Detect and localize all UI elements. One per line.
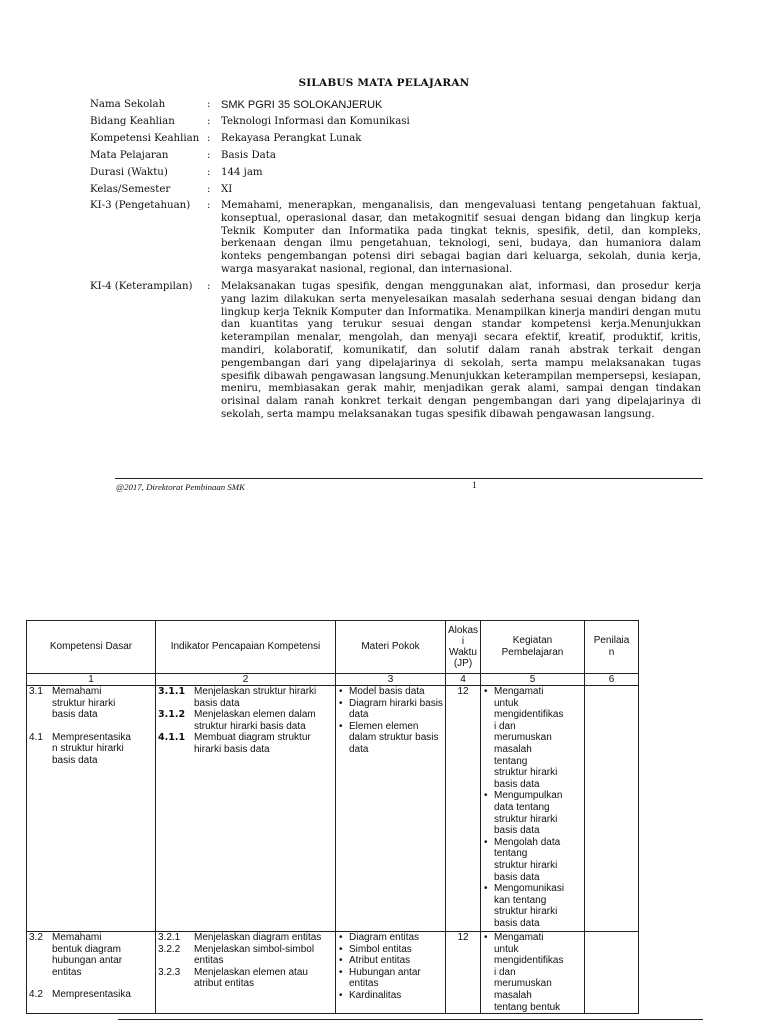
info-value: Teknologi Informasi dan Komunikasi xyxy=(221,116,410,127)
info-value: 144 jam xyxy=(221,167,263,178)
indikator-text: Menjelaskan elemen atau atribut entitas xyxy=(194,966,308,990)
kd-text xyxy=(52,932,122,978)
kegiatan-line: struktur hirarki xyxy=(494,767,558,779)
indikator-number: 3.2.2 xyxy=(158,943,181,955)
kegiatan-line: • Mengamati xyxy=(494,932,544,943)
table-row xyxy=(27,686,639,932)
kegiatan-line: struktur hirarki xyxy=(494,859,558,871)
info-colon: : xyxy=(207,133,211,144)
kd-line: basis data xyxy=(52,709,98,721)
info-value: Rekayasa Perangkat Lunak xyxy=(221,133,362,144)
info-colon: : xyxy=(207,281,211,292)
info-colon: : xyxy=(207,116,211,127)
info-colon: : xyxy=(207,167,211,178)
info-label: Kelas/Semester xyxy=(90,184,171,195)
kegiatan-line: basis data xyxy=(494,778,540,790)
indikator-item xyxy=(158,686,333,709)
materi-item: • Diagram entitas xyxy=(349,932,443,944)
materi-item: • Simbol entitas xyxy=(349,944,443,956)
kegiatan-line: • Mengamati xyxy=(494,686,544,697)
footer-credit: @2017, Direktorat Pembinaan SMK xyxy=(116,482,245,492)
kegiatan-line: basis data xyxy=(494,825,540,837)
column-number: 3 xyxy=(336,674,446,686)
kd-line: Memahami xyxy=(52,686,102,697)
materi-item: • Kardinalitas xyxy=(349,990,443,1002)
page2-footer-rule xyxy=(118,1019,703,1020)
cell-penilaian xyxy=(585,932,639,1014)
header-materi-pokok: Materi Pokok xyxy=(336,621,446,674)
header-alokasi-waktu xyxy=(446,621,481,674)
materi-list xyxy=(338,932,443,1002)
indikator-number: 4.1.1 xyxy=(158,732,186,744)
spacer xyxy=(29,978,153,989)
column-number: 5 xyxy=(481,674,585,686)
column-number: 4 xyxy=(446,674,481,686)
header-line: Alokas xyxy=(447,625,478,636)
kegiatan-line: basis data xyxy=(494,917,540,929)
info-colon: : xyxy=(207,150,211,161)
kegiatan-line: kan tentang xyxy=(494,894,547,906)
info-label: Nama Sekolah xyxy=(90,99,166,110)
column-number: 6 xyxy=(585,674,639,686)
kegiatan-line: masalah xyxy=(494,989,532,1001)
info-colon: : xyxy=(207,200,211,211)
kegiatan-line: data tentang xyxy=(494,801,550,813)
kegiatan-line: merumuskan xyxy=(494,732,552,744)
indikator-text: Menjelaskan struktur hirarki basis data xyxy=(194,686,317,709)
kegiatan-line: tentang bentuk xyxy=(494,1001,561,1013)
kd-line: bentuk diagram xyxy=(52,943,121,955)
info-label: KI-4 (Keterampilan) xyxy=(90,281,193,292)
kd-line: Mempresentasika xyxy=(52,731,131,743)
kd-line: n struktur hirarki xyxy=(52,743,124,755)
indikator-item xyxy=(158,709,333,732)
kegiatan-line: basis data xyxy=(494,871,540,883)
kd-line: struktur hirarki xyxy=(52,697,116,709)
kegiatan-item xyxy=(494,837,582,883)
kd-item xyxy=(29,989,153,1001)
kegiatan-item xyxy=(494,932,582,1013)
kegiatan-line: merumuskan xyxy=(494,978,552,990)
kegiatan-line: masalah xyxy=(494,743,532,755)
indikator-item xyxy=(158,967,333,990)
kd-line: entitas xyxy=(52,966,82,978)
syllabus-table xyxy=(26,620,639,1014)
indikator-text: Menjelaskan simbol-simbol entitas xyxy=(194,943,315,967)
kd-item xyxy=(29,686,153,721)
header-line: Penilaia xyxy=(593,635,630,647)
kegiatan-line: untuk xyxy=(494,697,519,709)
column-number: 1 xyxy=(27,674,156,686)
indikator-number: 3.2.1 xyxy=(158,932,181,943)
info-value: Basis Data xyxy=(221,150,276,161)
kegiatan-line: struktur hirarki xyxy=(494,906,558,918)
materi-item: • Hubungan antar entitas xyxy=(349,967,443,990)
cell-materi xyxy=(336,686,446,932)
indikator-item xyxy=(158,732,333,755)
kd-number: 4.1 xyxy=(29,731,43,743)
indikator-item xyxy=(158,944,333,967)
info-value: XI xyxy=(221,184,233,195)
table-row xyxy=(27,932,639,1014)
kd-line: Mempresentasika xyxy=(52,989,131,1001)
info-label: Kompetensi Keahlian xyxy=(90,133,200,144)
indikator-number: 3.1.2 xyxy=(158,709,186,721)
materi-item: • Diagram hirarki basis data xyxy=(349,698,443,721)
footer-rule xyxy=(115,478,703,479)
info-value: Melaksanakan tugas spesifik, dengan menggunakan alat, informasi, dan prosedur kerja yang lazim dilakukan serta menyelesaikan masalah sederhana sesuai dengan bidang dan lingkup kerja Teknik Komputer dan Informatika. Menampilkan kinerja mandiri dengan mutu dan kuantitas yang terukur sesuai dengan standar kompetensi kerja.Menunjukkan keterampilan menalar, mengolah, dan menyaji secara efektif, kreatif, produktif, kritis, mandiri, kolaboratif, komunikatif, dan solutif dalam ranah abstrak terkait dengan pengembangan dari yang dipelajarinya di sekolah, serta mampu melaksanakan tugas spesifik dibawah pengawasan langsung.Menunjukkan keterampilan mempersepsi, kesiapan, meniru, membiasakan gerak mahir, menjadikan gerak alami, sampai dengan tindakan orisinal dalam ranah konkret terkait dengan pengembangan dari yang dipelajarinya di sekolah, serta mampu melaksanakan tugas spesifik dibawah pengawasan langsung. xyxy=(221,281,701,420)
kegiatan-line: i dan xyxy=(494,966,516,978)
kd-item xyxy=(29,932,153,978)
cell-alokasi: 12 xyxy=(446,686,481,932)
kegiatan-line: • Mengolah data xyxy=(494,836,561,848)
header-kegiatan: Kegiatan Pembelajaran xyxy=(481,621,585,674)
column-number: 2 xyxy=(156,674,336,686)
kd-number: 4.2 xyxy=(29,989,43,1001)
kd-text xyxy=(52,732,131,767)
cell-kompetensi-dasar xyxy=(27,932,156,1014)
info-colon: : xyxy=(207,99,211,110)
kegiatan-line: tentang xyxy=(494,755,528,767)
info-label: Mata Pelajaran xyxy=(90,150,169,161)
cell-kompetensi-dasar xyxy=(27,686,156,932)
header-line: Waktu xyxy=(449,647,477,658)
indikator-item xyxy=(158,932,333,944)
kegiatan-line: mengidentifikas xyxy=(494,955,564,967)
kd-text xyxy=(52,686,115,721)
indikator-text: Membuat diagram struktur hirarki basis data xyxy=(194,732,311,755)
indikator-number: 3.1.1 xyxy=(158,686,186,697)
info-value: SMK PGRI 35 SOLOKANJERUK xyxy=(221,99,383,111)
cell-kegiatan xyxy=(481,686,585,932)
kd-text xyxy=(52,989,131,1001)
indikator-number: 3.2.3 xyxy=(158,966,181,978)
kegiatan-line: • Mengumpulkan xyxy=(494,790,563,802)
kd-item xyxy=(29,732,153,767)
header-line: i xyxy=(461,636,465,647)
kegiatan-line: mengidentifikas xyxy=(494,709,564,721)
kegiatan-item xyxy=(494,790,582,836)
cell-alokasi: 12 xyxy=(446,932,481,1014)
kegiatan-list xyxy=(483,932,582,1013)
header-line: n xyxy=(608,647,615,658)
kegiatan-line: untuk xyxy=(494,943,519,955)
kd-line: Memahami xyxy=(52,932,102,943)
materi-item: • Model basis data xyxy=(349,686,443,698)
kd-line: hubungan antar xyxy=(52,955,123,967)
table-header-row xyxy=(27,621,639,674)
info-label: Bidang Keahlian xyxy=(90,116,175,127)
info-label: Durasi (Waktu) xyxy=(90,167,168,178)
materi-item: • Atribut entitas xyxy=(349,955,443,967)
kegiatan-line: i dan xyxy=(494,720,516,732)
indikator-text: Menjelaskan elemen dalam struktur hirarki basis data xyxy=(194,709,316,732)
info-colon: : xyxy=(207,184,211,195)
header-indikator: Indikator Pencapaian Kompetensi xyxy=(156,621,336,674)
cell-kegiatan xyxy=(481,932,585,1014)
kegiatan-line: struktur hirarki xyxy=(494,813,558,825)
page-number: 1 xyxy=(472,481,477,491)
kd-line: basis data xyxy=(52,754,98,766)
materi-list xyxy=(338,686,443,756)
kegiatan-item xyxy=(494,686,582,790)
spacer xyxy=(29,721,153,732)
header-kompetensi-dasar: Kompetensi Dasar xyxy=(27,621,156,674)
cell-indikator xyxy=(156,686,336,932)
column-number-row xyxy=(27,674,639,686)
info-label: KI-3 (Pengetahuan) xyxy=(90,200,191,211)
kegiatan-line: tentang xyxy=(494,848,528,860)
header-line: (JP) xyxy=(453,658,473,669)
kd-number: 3.1 xyxy=(29,686,43,697)
indikator-text: Menjelaskan diagram entitas xyxy=(194,932,322,943)
cell-penilaian xyxy=(585,686,639,932)
kegiatan-line: • Mengomunikasi xyxy=(494,883,565,895)
kd-number: 3.2 xyxy=(29,932,43,943)
document-title: SILABUS MATA PELAJARAN xyxy=(298,77,470,89)
kegiatan-item xyxy=(494,883,582,929)
cell-indikator xyxy=(156,932,336,1014)
materi-item: • Elemen elemen dalam struktur basis data xyxy=(349,721,443,756)
header-penilaian xyxy=(585,621,639,674)
cell-materi xyxy=(336,932,446,1014)
kegiatan-list xyxy=(483,686,582,929)
info-value: Memahami, menerapkan, menganalisis, dan mengevaluasi tentang pengetahuan faktual, konseptual, operasional dasar, dan metakognitif sesuai dengan bidang dan lingkup kerja Teknik Komputer dan Informatika pada tingkat teknis, spesifik, detil, dan kompleks, berkenaan dengan ilmu pengetahuan, teknologi, seni, budaya, dan humaniora dalam konteks pengembangan potensi diri sebagai bagian dari keluarga, sekolah, dunia kerja, warga masyarakat nasional, regional, dan internasional. xyxy=(221,200,701,275)
